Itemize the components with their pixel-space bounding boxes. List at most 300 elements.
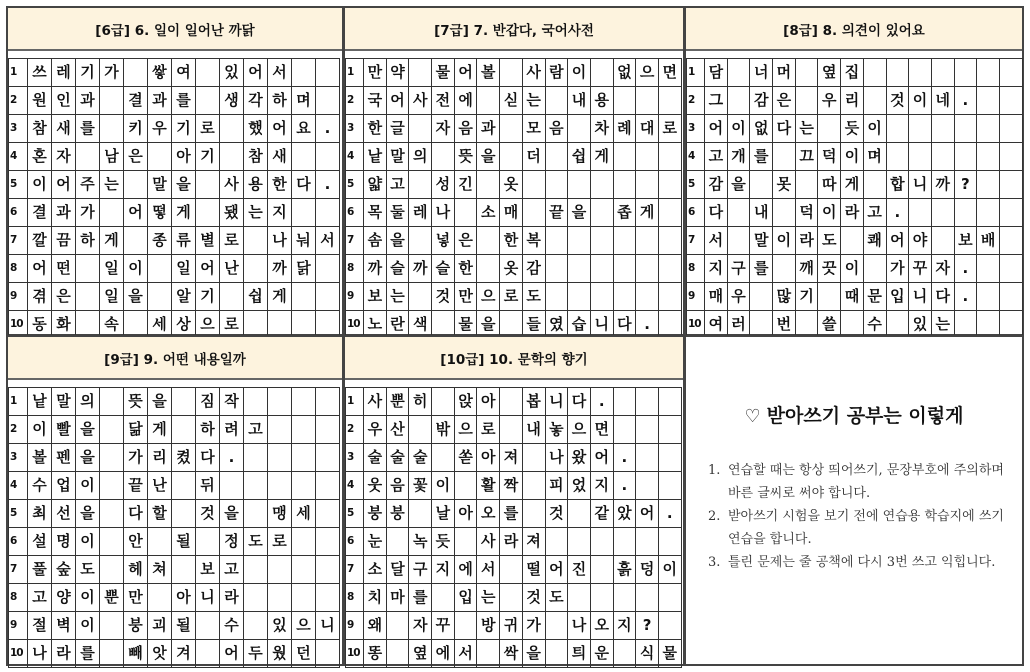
grid-cell: 덩 xyxy=(636,556,659,584)
grid-cell: 레 xyxy=(409,199,432,227)
grid-cell xyxy=(728,227,751,255)
grid-cell: 담 xyxy=(705,59,728,87)
grid-cell: 기 xyxy=(796,283,819,311)
grid-cell: 사 xyxy=(220,171,244,199)
grid-cell: 가 xyxy=(523,612,546,640)
grid-cell: 면 xyxy=(591,416,614,444)
grid-cell: 최 xyxy=(28,500,52,528)
grid-cell xyxy=(196,640,220,668)
grid-cell: 운 xyxy=(591,640,614,668)
row-number: 3 xyxy=(9,115,28,143)
grid-cell: 를 xyxy=(172,87,196,115)
row-number: 8 xyxy=(346,584,364,612)
grid-cell: 어 xyxy=(546,556,569,584)
grid-cell: 일 xyxy=(100,255,124,283)
grid-cell: 과 xyxy=(148,87,172,115)
grid-cell xyxy=(591,283,614,311)
grid-cell xyxy=(100,640,124,668)
grid-cell: 남 xyxy=(100,143,124,171)
grid-cell xyxy=(196,87,220,115)
grid-cell xyxy=(568,528,591,556)
grid-cell: 슬 xyxy=(432,255,455,283)
grid-cell xyxy=(244,500,268,528)
grid-cell xyxy=(268,584,292,612)
grid-cell: 짐 xyxy=(196,388,220,416)
grid-cell xyxy=(1000,227,1023,255)
grid-cell xyxy=(659,584,682,612)
grid-cell xyxy=(659,171,682,199)
grid-cell: 많 xyxy=(773,283,796,311)
grid-cell xyxy=(591,59,614,87)
grid-cell xyxy=(100,612,124,640)
grid-cell: 여 xyxy=(705,311,728,339)
grid-cell: 도 xyxy=(523,283,546,311)
grid-cell: 머 xyxy=(773,59,796,87)
grid-cell: 감 xyxy=(523,255,546,283)
grid-cell: 결 xyxy=(28,199,52,227)
row-number: 1 xyxy=(346,59,364,87)
grid-cell: 사 xyxy=(409,87,432,115)
grid-cell: 라 xyxy=(841,199,864,227)
grid-cell: 야 xyxy=(909,227,932,255)
grid-cell: 로 xyxy=(268,528,292,556)
grid-cell: 작 xyxy=(220,388,244,416)
grid-cell: 산 xyxy=(387,416,410,444)
panel-title: [10급] 10. 문학의 향기 xyxy=(345,337,683,380)
grid-cell: 새 xyxy=(268,143,292,171)
grid-cell xyxy=(796,59,819,87)
row-number: 10 xyxy=(346,640,364,668)
grid-cell: 지 xyxy=(614,612,637,640)
grid-cell xyxy=(409,171,432,199)
grid-cell: 차 xyxy=(591,115,614,143)
grid-cell: 으 xyxy=(636,59,659,87)
grid-cell: 있 xyxy=(220,59,244,87)
grid-cell xyxy=(316,584,340,612)
grid-cell xyxy=(546,255,569,283)
grid-cell xyxy=(292,199,316,227)
grid-cell: 음 xyxy=(455,115,478,143)
grid-cell: 새 xyxy=(52,115,76,143)
row-number: 7 xyxy=(687,227,705,255)
grid-cell xyxy=(409,500,432,528)
panel-title: [8급] 8. 의견이 있어요 xyxy=(686,8,1022,51)
grid-cell: 들 xyxy=(523,311,546,339)
grid-cell xyxy=(292,528,316,556)
row-number: 2 xyxy=(346,87,364,115)
grid-cell xyxy=(909,199,932,227)
grid-cell xyxy=(546,612,569,640)
grid-cell xyxy=(659,444,682,472)
grid-cell xyxy=(546,143,569,171)
grid-cell: 류 xyxy=(172,227,196,255)
grid-cell: 끄 xyxy=(796,143,819,171)
row-number: 4 xyxy=(9,472,28,500)
grid-cell: 매 xyxy=(500,199,523,227)
grid-cell: 게 xyxy=(100,227,124,255)
grid-cell: 가 xyxy=(887,255,910,283)
grid-cell xyxy=(100,556,124,584)
grid-cell: 을 xyxy=(523,640,546,668)
grid-cell xyxy=(455,612,478,640)
grid-cell: 일 xyxy=(172,255,196,283)
grid-cell: 에 xyxy=(432,640,455,668)
grid-cell: 니 xyxy=(591,311,614,339)
grid-cell xyxy=(659,87,682,115)
grid-cell: 은 xyxy=(773,87,796,115)
grid-cell: 모 xyxy=(523,115,546,143)
grid-cell: 니 xyxy=(316,612,340,640)
grid-cell: 이 xyxy=(568,59,591,87)
grid-cell: 참 xyxy=(244,143,268,171)
grid-cell xyxy=(591,227,614,255)
grid-cell xyxy=(292,143,316,171)
grid-cell: . xyxy=(887,199,910,227)
grid-cell: 을 xyxy=(477,143,500,171)
grid-cell xyxy=(124,59,148,87)
grid-cell: 서 xyxy=(316,227,340,255)
grid-cell: 을 xyxy=(477,311,500,339)
row-number: 5 xyxy=(346,500,364,528)
grid-cell xyxy=(100,416,124,444)
grid-cell: 뜻 xyxy=(124,388,148,416)
grid-cell xyxy=(887,143,910,171)
grid-cell: 옆 xyxy=(818,59,841,87)
panel-title: [6급] 6. 일이 일어난 까닭 xyxy=(8,8,342,51)
grid-cell: 을 xyxy=(387,227,410,255)
grid-cell: 눈 xyxy=(364,528,387,556)
grid-cell xyxy=(864,255,887,283)
grid-cell: 끗 xyxy=(818,255,841,283)
grid-cell xyxy=(455,472,478,500)
grid-cell: 웠 xyxy=(268,640,292,668)
grid-cell: 은 xyxy=(455,227,478,255)
grid-cell xyxy=(955,143,978,171)
grid-cell xyxy=(523,472,546,500)
grid-cell: 듯 xyxy=(841,115,864,143)
grid-cell: 고 xyxy=(387,171,410,199)
grid-cell: . xyxy=(955,283,978,311)
tip-number: 2. xyxy=(708,509,721,524)
grid-cell: 어 xyxy=(591,444,614,472)
grid-cell: 지 xyxy=(705,255,728,283)
grid-cell xyxy=(196,528,220,556)
grid-cell: 입 xyxy=(887,283,910,311)
grid-cell: 을 xyxy=(76,444,100,472)
grid-cell: 키 xyxy=(124,115,148,143)
grid-cell: 감 xyxy=(750,87,773,115)
grid-cell xyxy=(409,59,432,87)
grid-cell xyxy=(100,500,124,528)
row-number: 9 xyxy=(687,283,705,311)
grid-cell: 붕 xyxy=(387,500,410,528)
grid-cell: 괴 xyxy=(148,612,172,640)
grid-cell: 으 xyxy=(196,311,220,339)
grid-cell: 를 xyxy=(500,500,523,528)
grid-cell: 서 xyxy=(705,227,728,255)
grid-cell: 벽 xyxy=(52,612,76,640)
grid-cell xyxy=(292,556,316,584)
grid-cell: 넣 xyxy=(432,227,455,255)
grid-cell xyxy=(477,640,500,668)
grid-cell: 녹 xyxy=(409,528,432,556)
grid-cell xyxy=(636,388,659,416)
grid-cell xyxy=(1000,143,1023,171)
grid-cell xyxy=(955,199,978,227)
grid-cell xyxy=(316,143,340,171)
grid-cell xyxy=(977,199,1000,227)
grid-cell: 물 xyxy=(432,59,455,87)
grid-cell: 자 xyxy=(432,115,455,143)
grid-cell: 둘 xyxy=(387,199,410,227)
grid-cell xyxy=(244,584,268,612)
grid-cell: 귀 xyxy=(500,612,523,640)
grid-cell xyxy=(932,59,955,87)
grid-cell xyxy=(316,528,340,556)
grid-cell xyxy=(76,255,100,283)
grid-cell: 서 xyxy=(268,59,292,87)
grid-cell: 마 xyxy=(387,584,410,612)
grid-cell xyxy=(568,171,591,199)
grid-cell xyxy=(316,59,340,87)
grid-cell xyxy=(387,640,410,668)
grid-cell xyxy=(591,556,614,584)
grid-cell: 어 xyxy=(196,255,220,283)
grid-cell: 자 xyxy=(52,143,76,171)
grid-cell: 어 xyxy=(268,115,292,143)
grid-cell: 것 xyxy=(887,87,910,115)
grid-cell xyxy=(977,115,1000,143)
grid-cell: 못 xyxy=(773,171,796,199)
grid-cell xyxy=(591,199,614,227)
grid-cell: 게 xyxy=(591,143,614,171)
grid-cell xyxy=(636,283,659,311)
grid-cell xyxy=(1000,199,1023,227)
grid-cell xyxy=(864,171,887,199)
grid-cell: 로 xyxy=(220,311,244,339)
grid-cell xyxy=(977,143,1000,171)
grid-cell: 말 xyxy=(750,227,773,255)
grid-cell: 옆 xyxy=(409,640,432,668)
grid-cell: 숲 xyxy=(52,556,76,584)
row-number: 9 xyxy=(9,283,28,311)
grid-cell: 니 xyxy=(909,283,932,311)
grid-cell: 이 xyxy=(124,255,148,283)
grid-cell xyxy=(932,143,955,171)
grid-cell: 을 xyxy=(568,199,591,227)
grid-cell xyxy=(728,199,751,227)
grid-cell: 을 xyxy=(148,388,172,416)
grid-cell: 도 xyxy=(244,528,268,556)
grid-cell: 사 xyxy=(477,528,500,556)
grid-cell xyxy=(591,528,614,556)
grid-cell: 이 xyxy=(841,143,864,171)
row-number: 4 xyxy=(687,143,705,171)
grid-cell: 안 xyxy=(124,528,148,556)
dictation-grid xyxy=(345,387,682,668)
grid-cell: . xyxy=(316,115,340,143)
grid-cell xyxy=(568,584,591,612)
row-number: 2 xyxy=(346,416,364,444)
grid-cell: 물 xyxy=(659,640,682,668)
grid-cell xyxy=(292,59,316,87)
grid-cell: . xyxy=(591,388,614,416)
dictation-grid xyxy=(686,58,1023,339)
grid-cell: 빼 xyxy=(124,640,148,668)
grid-cell: 이 xyxy=(841,255,864,283)
grid-cell: 명 xyxy=(52,528,76,556)
grid-cell: 어 xyxy=(52,171,76,199)
row-number: 1 xyxy=(9,388,28,416)
grid-cell: 양 xyxy=(52,584,76,612)
grid-cell: 아 xyxy=(477,388,500,416)
grid-cell: 나 xyxy=(546,444,569,472)
grid-cell: 어 xyxy=(28,255,52,283)
row-number: 7 xyxy=(9,227,28,255)
grid-cell: 를 xyxy=(76,640,100,668)
row-number: 4 xyxy=(9,143,28,171)
grid-cell xyxy=(172,416,196,444)
grid-cell: 말 xyxy=(52,388,76,416)
grid-cell xyxy=(636,416,659,444)
grid-cell: 까 xyxy=(932,171,955,199)
panel-grade-7 xyxy=(343,6,685,336)
grid-cell: 던 xyxy=(292,640,316,668)
grid-cell: 닮 xyxy=(124,416,148,444)
grid-cell: 달 xyxy=(387,556,410,584)
grid-cell: 를 xyxy=(76,115,100,143)
grid-cell: 한 xyxy=(268,171,292,199)
grid-cell xyxy=(409,227,432,255)
grid-cell: 을 xyxy=(172,171,196,199)
grid-cell xyxy=(932,227,955,255)
grid-cell xyxy=(523,199,546,227)
grid-cell: 너 xyxy=(750,59,773,87)
grid-cell: 합 xyxy=(887,171,910,199)
grid-cell: 도 xyxy=(546,584,569,612)
grid-cell: 는 xyxy=(477,584,500,612)
grid-cell xyxy=(500,584,523,612)
grid-cell xyxy=(148,143,172,171)
grid-cell xyxy=(220,115,244,143)
grid-cell: 깔 xyxy=(28,227,52,255)
grid-cell xyxy=(659,227,682,255)
row-number: 7 xyxy=(9,556,28,584)
grid-cell: 이 xyxy=(76,612,100,640)
tips-content xyxy=(686,337,1022,664)
grid-cell: 문 xyxy=(864,283,887,311)
grid-cell: 하 xyxy=(268,87,292,115)
grid-cell: 인 xyxy=(52,87,76,115)
tips-title-text: 받아쓰기 공부는 이렇게 xyxy=(766,405,964,427)
grid-cell xyxy=(172,388,196,416)
grid-cell xyxy=(292,416,316,444)
grid-cell: 기 xyxy=(76,59,100,87)
grid-cell: 다 xyxy=(705,199,728,227)
row-number: 1 xyxy=(9,59,28,87)
grid-cell: 뒤 xyxy=(196,472,220,500)
grid-cell: 때 xyxy=(841,283,864,311)
grid-cell: 하 xyxy=(76,227,100,255)
grid-cell: 될 xyxy=(172,528,196,556)
grid-cell: 앗 xyxy=(148,640,172,668)
grid-cell: 덕 xyxy=(796,199,819,227)
grid-cell xyxy=(100,199,124,227)
grid-cell: 떻 xyxy=(148,199,172,227)
grid-cell: 게 xyxy=(841,171,864,199)
grid-cell: 고 xyxy=(28,584,52,612)
grid-cell: 꾸 xyxy=(432,612,455,640)
grid-cell xyxy=(500,59,523,87)
grid-cell: 를 xyxy=(750,255,773,283)
grid-cell: 도 xyxy=(76,556,100,584)
grid-cell: 좁 xyxy=(614,199,637,227)
grid-cell: 소 xyxy=(477,199,500,227)
grid-cell xyxy=(316,472,340,500)
grid-cell xyxy=(100,87,124,115)
grid-cell: 슬 xyxy=(387,255,410,283)
grid-cell: 수 xyxy=(220,612,244,640)
grid-cell: 음 xyxy=(546,115,569,143)
grid-cell xyxy=(977,283,1000,311)
row-number: 9 xyxy=(346,283,364,311)
grid-cell: 수 xyxy=(864,311,887,339)
grid-cell: 똥 xyxy=(364,640,387,668)
grid-cell: 어 xyxy=(220,640,244,668)
grid-cell xyxy=(614,416,637,444)
grid-cell xyxy=(477,255,500,283)
row-number: 10 xyxy=(346,311,364,339)
grid-cell: 까 xyxy=(364,255,387,283)
tip-text: 연습할 때는 항상 띄어쓰기, 문장부호에 주의하며 바른 글씨로 써야 합니다. xyxy=(728,463,1004,501)
grid-cell: 구 xyxy=(728,255,751,283)
grid-cell: 면 xyxy=(659,59,682,87)
grid-cell: 치 xyxy=(364,584,387,612)
grid-cell: 꽃 xyxy=(409,472,432,500)
grid-cell: 며 xyxy=(864,143,887,171)
grid-cell: 구 xyxy=(409,556,432,584)
grid-cell: 어 xyxy=(887,227,910,255)
grid-cell: 우 xyxy=(728,283,751,311)
grid-cell xyxy=(500,143,523,171)
grid-cell: 틔 xyxy=(568,640,591,668)
grid-cell: 이 xyxy=(864,115,887,143)
grid-cell: 습 xyxy=(568,311,591,339)
grid-cell: 로 xyxy=(659,115,682,143)
grid-cell: 었 xyxy=(568,472,591,500)
grid-cell: 식 xyxy=(636,640,659,668)
grid-cell: 이 xyxy=(28,416,52,444)
grid-cell: 이 xyxy=(432,472,455,500)
grid-cell: 세 xyxy=(148,311,172,339)
panel-grade-6 xyxy=(6,6,344,336)
grid-cell: 아 xyxy=(172,584,196,612)
grid-cell: 아 xyxy=(477,444,500,472)
tip-number: 3. xyxy=(708,555,721,570)
grid-cell: 기 xyxy=(196,143,220,171)
grid-cell: 이 xyxy=(76,584,100,612)
grid-cell xyxy=(172,472,196,500)
grid-cell: 흙 xyxy=(614,556,637,584)
grid-cell: 난 xyxy=(220,255,244,283)
grid-cell xyxy=(977,255,1000,283)
grid-cell: 게 xyxy=(148,416,172,444)
grid-cell xyxy=(568,255,591,283)
grid-cell: 내 xyxy=(750,199,773,227)
grid-cell: 국 xyxy=(364,87,387,115)
grid-cell: 다 xyxy=(932,283,955,311)
grid-cell: 용 xyxy=(591,87,614,115)
